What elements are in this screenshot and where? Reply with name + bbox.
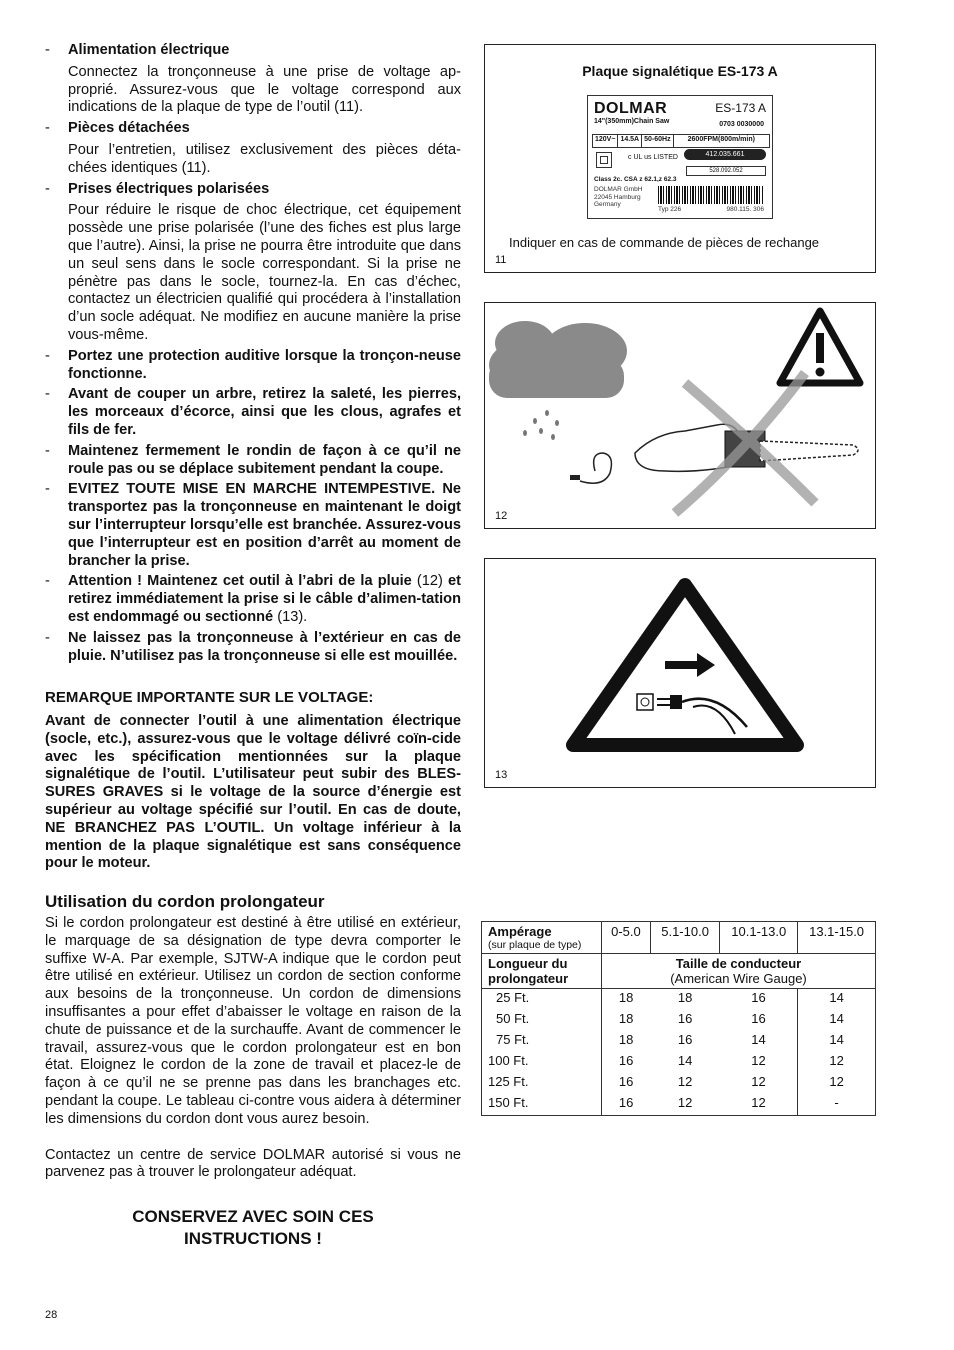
gauge-cell: 12 <box>720 1094 798 1116</box>
list-item: - Alimentation électrique Connectez la tronçonneuse à une prise de voltage ap-proprié. Assurez-vous que le voltage correspond aux indications de la plaque de type de l’outil (11). <box>45 42 461 116</box>
length-cell: 100 Ft. <box>482 1052 602 1073</box>
table-row <box>482 1052 876 1073</box>
gauge-cell: 14 <box>798 1010 876 1031</box>
figure-12-rain-warning <box>484 302 876 529</box>
item-text: Avant de couper un arbre, retirez la saleté, les pierres, les morceaux d’écorce, ainsi que les clous, agrafes et fils de fer. <box>68 386 461 438</box>
gauge-cell: 12 <box>798 1052 876 1073</box>
figure-label: 12 <box>495 510 508 522</box>
gauge-cell: 18 <box>618 1032 634 1047</box>
barcode-icon <box>658 186 764 204</box>
plate-serial: 980.115. 306 <box>726 206 764 213</box>
list-item: - Prises électriques polarisées Pour réduire le risque de choc électrique, cet équipement possède une prise polarisée (l’une des fiches est plus large que l’autre). Ainsi, la prise ne pourra être introduite que dans un seul sens dans le socle correspondant. Si la prise ne pénètre pas dans le socle, tournez-la. En cas d’échec, contactez un électricien qualifié qui procédera à l’installation d’un socle adéquat. Ne modifiez en aucune manière la prise vous-même. <box>45 180 461 343</box>
item-text: Ne laissez pas la tronçonneuse à l’extérieur en cas de pluie. N’utilisez pas la tronçonneuse si elle est mouillée. <box>68 629 461 664</box>
gauge-cell: 16 <box>751 990 766 1005</box>
list-item: - Attention ! Maintenez cet outil à l’abri de la pluie (12) et retirez immédiatement la prise si le câble d’alimen-tation est endommagé ou sectionné (13). <box>45 573 462 625</box>
rain-warning-illustration <box>485 303 875 528</box>
gauge-cell: 18 <box>618 1011 634 1026</box>
gauge-cell: 16 <box>618 1053 634 1068</box>
extension-cord-table <box>481 921 876 1116</box>
gauge-cell: 14 <box>677 1053 693 1068</box>
table-subheader-row <box>482 954 876 989</box>
length-cell: 75 Ft. <box>482 1031 602 1052</box>
gauge-cell: 16 <box>677 1011 693 1026</box>
gauge-cell: 14 <box>798 1031 876 1052</box>
item-text: Pour réduire le risque de choc électrique, cet équipement possède une prise polarisée (l’une des fiches est plus large que l’autre). Ainsi, la prise ne pourra être introduite que dans un seul sens dans le socle correspondant. Si la prise ne pénètre pas dans le socle, tournez-la. En cas d’échec, contactez un électricien qualifié qui procédera à l’installation d’un socle adéquat. Ne modifiez en aucune manière la prise vous-même. <box>68 202 461 343</box>
gauge-cell: 18 <box>618 990 634 1005</box>
table-row <box>482 1094 876 1116</box>
table-row <box>482 1031 876 1052</box>
length-cell: 125 Ft. <box>482 1073 602 1094</box>
figure-label: 11 <box>495 254 507 266</box>
item-heading: Alimentation électrique <box>68 42 230 58</box>
gauge-cell: 12 <box>751 1053 766 1068</box>
figure-13-unplug-warning <box>484 558 876 788</box>
item-text: Maintenez fermement le rondin de façon à ce qu’il ne roule pas ou se déplace subitement pendant la coupe. <box>68 442 461 477</box>
figure-11-rating-plate <box>484 44 876 273</box>
length-cell: 25 Ft. <box>482 989 602 1011</box>
gauge-cell: 12 <box>677 1074 693 1089</box>
size-label: Taille de conducteur <box>675 956 802 971</box>
item-text: Pour l’entretien, utilisez exclusivement des pièces déta-chées identiques (11). <box>68 141 461 176</box>
list-item: - Pièces détachées Pour l’entretien, utilisez exclusivement des pièces déta-chées identiques (11). <box>45 120 461 176</box>
plate-type: Typ 226 <box>658 206 682 213</box>
table-header-row <box>482 922 876 954</box>
gauge-cell: 14 <box>751 1032 766 1047</box>
item-text: EVITEZ TOUTE MISE EN MARCHE INTEMPESTIVE. Ne transportez pas la tronçonneuse en maintenant le doigt sur l’interrupteur lorsqu’elle est branchée. Assurez-vous que l’interrupteur est en position d’arrêt au moment de brancher la prise. <box>68 481 461 569</box>
left-column <box>45 42 461 1250</box>
cord-section-title: Utilisation du cordon prolongateur <box>45 892 325 912</box>
conserve-instructions: CONSERVEZ AVEC SOIN CES INSTRUCTIONS ! <box>132 1207 374 1249</box>
table-row <box>482 1073 876 1094</box>
chain-part-number: 412.035.661 <box>684 149 766 160</box>
list-item: - Ne laissez pas la tronçonneuse à l’extérieur en cas de pluie. N’utilisez pas la tronçonneuse si elle est mouillée. <box>45 629 461 664</box>
double-insulation-icon <box>596 152 612 168</box>
item-text: Attention ! Maintenez cet outil à l’abri de la pluie (12) et retirez immédiatement la prise si le câble d’alimen-tation est endommagé ou sectionné (13). <box>68 573 462 625</box>
item-heading: Prises électriques polarisées <box>68 180 270 197</box>
plate-note: Indiquer en cas de commande de pièces de rechange <box>509 235 820 250</box>
plate-code: 0703 0030000 <box>719 121 764 128</box>
plate-title: Plaque signalétique ES-173 A <box>582 63 778 79</box>
plate-class: Class 2c. CSA z 62.1,z 62.3 <box>594 176 677 183</box>
table-row <box>482 989 876 1011</box>
gauge-cell: 16 <box>618 1074 634 1089</box>
cloud-icon <box>489 321 627 398</box>
warning-triangle-icon <box>780 311 860 383</box>
range-header: 5.1-10.0 <box>650 922 720 954</box>
range-header: 13.1-15.0 <box>798 922 876 954</box>
amp-sublabel: (sur plaque de type) <box>488 939 582 951</box>
unplug-warning-illustration <box>485 559 875 787</box>
plate-specs: 120V~ 14.5A 50-60Hz 2600FPM(800m/min) <box>592 134 770 148</box>
cord-paragraph: Si le cordon prolongateur est destiné à être utilisé en extérieur, le marquage de sa désignation de type devra comporter le suffixe W-A. Par exemple, SJTW-A indique que le cordon peut être utilisé en extérieur. Utilisez un cordon de section conforme aux besoins de la tronçonneuse. Un cordon de dimensions insuffisantes a pour effet d’abaisser le voltage en raison de la chute de puissance et de la surchauffe. Avant de commencer le travail, assurez-vous que le cordon prolongateur est en bon état. Eloignez le cordon de la zone de travail et placez-le de façon à ce qu’il ne se prenne pas dans les branchages etc. pendant la coupe. Le tableau ci-contre vous aidera à déterminer les dimensions du cordon dont vous aurez besoin. <box>45 915 461 1127</box>
voltage-remark-text: Avant de connecter l’outil à une alimentation électrique (socle, etc.), assurez-vous que le voltage délivré coïn-cide avec les spécification mentionnées sur la plaque signalétique de l’outil. L’utilisateur peut subir des BLES-SURES GRAVES si le voltage de la source d’énergie est supérieur au voltage spécifié sur l’outil. En cas de doute, NE BRANCHEZ PAS L’OUTIL. Un voltage inférieur à la mention de la plaque signalétique est sans conséquence pour le moteur. <box>45 713 461 872</box>
figure-label: 13 <box>495 769 508 781</box>
amp-label: Ampérage <box>488 924 552 939</box>
gauge-cell: 12 <box>650 1094 720 1116</box>
gauge-cell: 16 <box>677 1032 693 1047</box>
rating-plate <box>587 95 773 219</box>
dolmar-logo: DOLMAR <box>594 100 668 117</box>
plate-address: DOLMAR GmbH 22045 Hamburg Germany <box>594 186 643 208</box>
list-item: - Portez une protection auditive lorsque la tronçon-neuse fonctionne. <box>45 347 461 382</box>
table-row <box>482 1010 876 1031</box>
length-cell: 150 Ft. <box>482 1094 602 1116</box>
range-header: 10.1-13.0 <box>720 922 798 954</box>
length-label: Longueur du prolongateur <box>482 954 602 989</box>
gauge-cell: 18 <box>677 990 693 1005</box>
page-number: 28 <box>45 1309 58 1321</box>
voltage-remark-title: REMARQUE IMPORTANTE SUR LE VOLTAGE: <box>45 689 374 707</box>
rain-drops-icon <box>523 410 559 440</box>
item-heading: Pièces détachées <box>68 120 190 137</box>
plate-model: ES-173 A <box>715 101 766 115</box>
gauge-cell: 12 <box>751 1074 766 1089</box>
cord-contact-paragraph: Contactez un centre de service DOLMAR autorisé si vous ne parvenez pas à trouver le prolongateur adéquat. <box>45 1146 461 1181</box>
list-item: - EVITEZ TOUTE MISE EN MARCHE INTEMPESTIVE. Ne transportez pas la tronçonneuse en maintenant le doigt sur l’interrupteur lorsqu’elle est branchée. Assurez-vous que l’interrupteur est en position d’arrêt au moment de brancher la prise. <box>45 481 461 569</box>
bar-part-number: 528.092.052 <box>686 166 766 176</box>
gauge-cell: 14 <box>798 989 876 1011</box>
plate-chain: 14"(350mm)Chain Saw <box>594 118 670 125</box>
gauge-cell: 16 <box>602 1094 651 1116</box>
gauge-cell: - <box>798 1094 876 1116</box>
ul-listed-mark: c UL us LISTED <box>628 154 678 161</box>
length-cell: 50 Ft. <box>482 1010 602 1031</box>
size-sublabel: (American Wire Gauge) <box>670 971 807 986</box>
list-item: - Maintenez fermement le rondin de façon à ce qu’il ne roule pas ou se déplace subitement pendant la coupe. <box>45 442 461 477</box>
list-item: - Avant de couper un arbre, retirez la saleté, les pierres, les morceaux d’écorce, ainsi que les clous, agrafes et fils de fer. <box>45 386 461 438</box>
gauge-cell: 12 <box>798 1073 876 1094</box>
item-text: Portez une protection auditive lorsque la tronçon-neuse fonctionne. <box>68 347 461 382</box>
gauge-cell: 16 <box>751 1011 766 1026</box>
item-text: Connectez la tronçonneuse à une prise de voltage ap-proprié. Assurez-vous que le voltage correspond aux indications de la plaque de type de l’outil (11). <box>68 63 461 116</box>
range-header: 0-5.0 <box>602 922 651 954</box>
